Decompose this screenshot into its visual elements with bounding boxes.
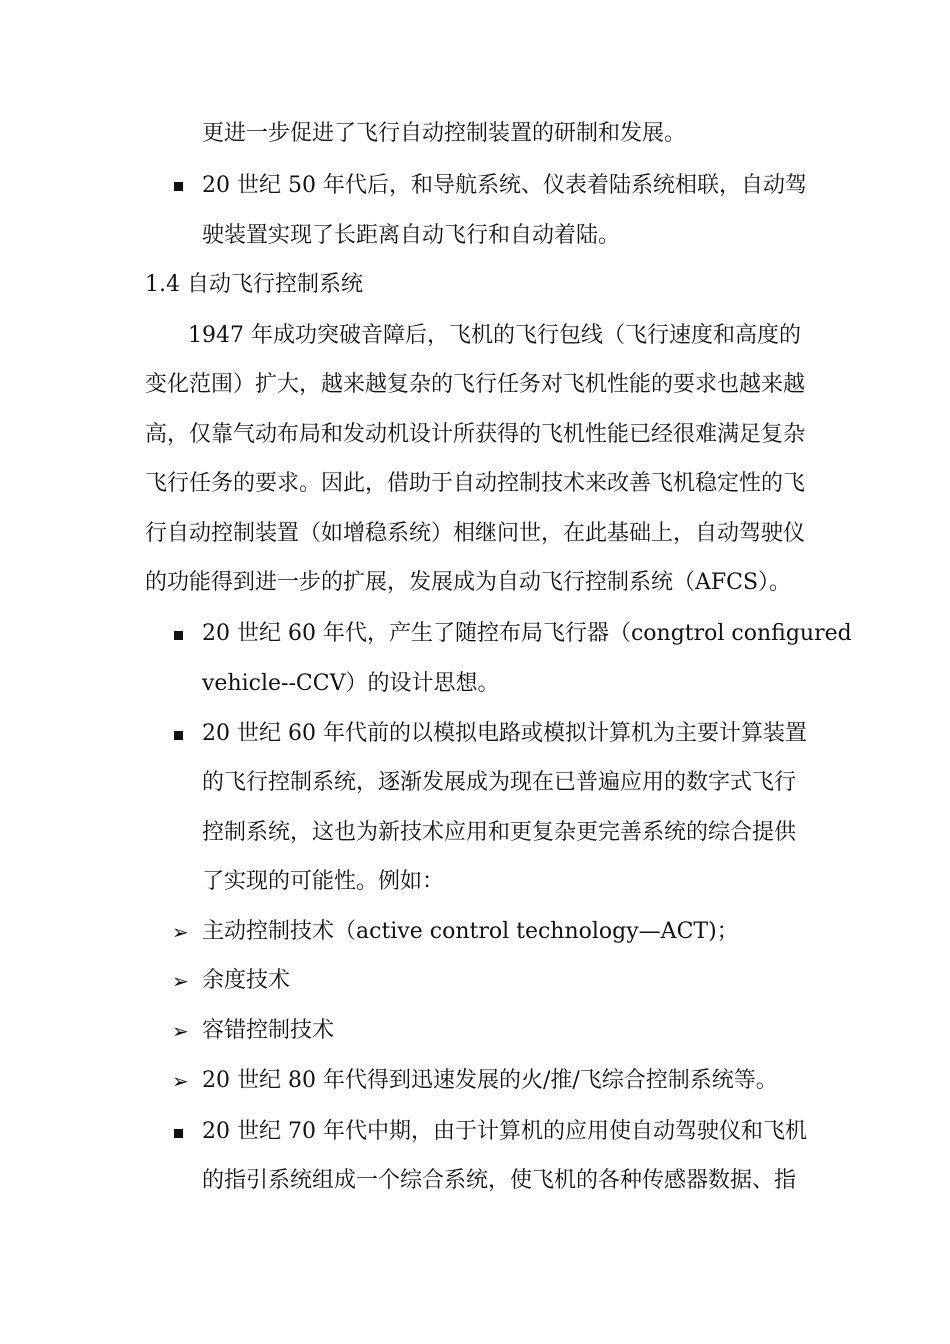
square-bullet-icon	[174, 731, 183, 740]
bullet-50s-line-1: 20 世纪 50 年代后，和导航系统、仪表着陆系统相联，自动驾	[202, 173, 807, 198]
paragraph-line: 的功能得到进一步的扩展，发展成为自动飞行控制系统（AFCS）。	[145, 570, 792, 595]
paragraph-line: 行自动控制装置（如增稳系统）相继问世，在此基础上，自动驾驶仪	[145, 521, 806, 546]
arrow-bullet-icon: ➢	[172, 1069, 189, 1093]
bullet-60s-digital-line: 了实现的可能性。例如：	[202, 869, 445, 894]
bullet-60s-ccv-line-1: 20 世纪 60 年代，产生了随控布局飞行器（congtrol configured	[202, 621, 852, 646]
arrow-item: 余度技术	[202, 968, 291, 993]
arrow-item: 主动控制技术（active control technology—ACT)；	[202, 919, 739, 944]
continuation-line: 更进一步促进了飞行自动控制装置的研制和发展。	[202, 121, 687, 146]
bullet-70s-line-1: 20 世纪 70 年代中期，由于计算机的应用使自动驾驶仪和飞机	[202, 1119, 807, 1144]
bullet-70s-line-2: 的指引系统组成一个综合系统，使飞机的各种传感器数据、指	[202, 1168, 797, 1193]
paragraph-line: 高，仅靠气动布局和发动机设计所获得的飞机性能已经很难满足复杂	[145, 422, 806, 447]
arrow-bullet-icon: ➢	[172, 920, 189, 944]
square-bullet-icon	[174, 631, 183, 640]
bullet-60s-digital-line: 20 世纪 60 年代前的以模拟电路或模拟计算机为主要计算装置	[202, 721, 807, 746]
square-bullet-icon	[174, 182, 183, 191]
bullet-60s-digital-line: 的飞行控制系统，逐渐发展成为现在已普遍应用的数字式飞行	[202, 770, 797, 795]
paragraph-line: 1947 年成功突破音障后，飞机的飞行包线（飞行速度和高度的	[188, 323, 801, 348]
paragraph-line: 飞行任务的要求。因此，借助于自动控制技术来改善飞机稳定性的飞	[145, 471, 806, 496]
square-bullet-icon	[174, 1129, 183, 1138]
arrow-item: 20 世纪 80 年代得到迅速发展的火/推/飞综合控制系统等。	[202, 1068, 778, 1093]
paragraph-line: 变化范围）扩大，越来越复杂的飞行任务对飞机性能的要求也越来越	[145, 372, 806, 397]
bullet-60s-digital-line: 控制系统，这也为新技术应用和更复杂更完善系统的综合提供	[202, 820, 797, 845]
section-heading: 1.4 自动飞行控制系统	[145, 272, 363, 297]
arrow-bullet-icon: ➢	[172, 969, 189, 993]
bullet-60s-ccv-line-2: vehicle--CCV）的设计思想。	[202, 671, 500, 696]
arrow-item: 容错控制技术	[202, 1018, 335, 1043]
bullet-50s-line-2: 驶装置实现了长距离自动飞行和自动着陆。	[202, 223, 621, 248]
arrow-bullet-icon: ➢	[172, 1019, 189, 1043]
